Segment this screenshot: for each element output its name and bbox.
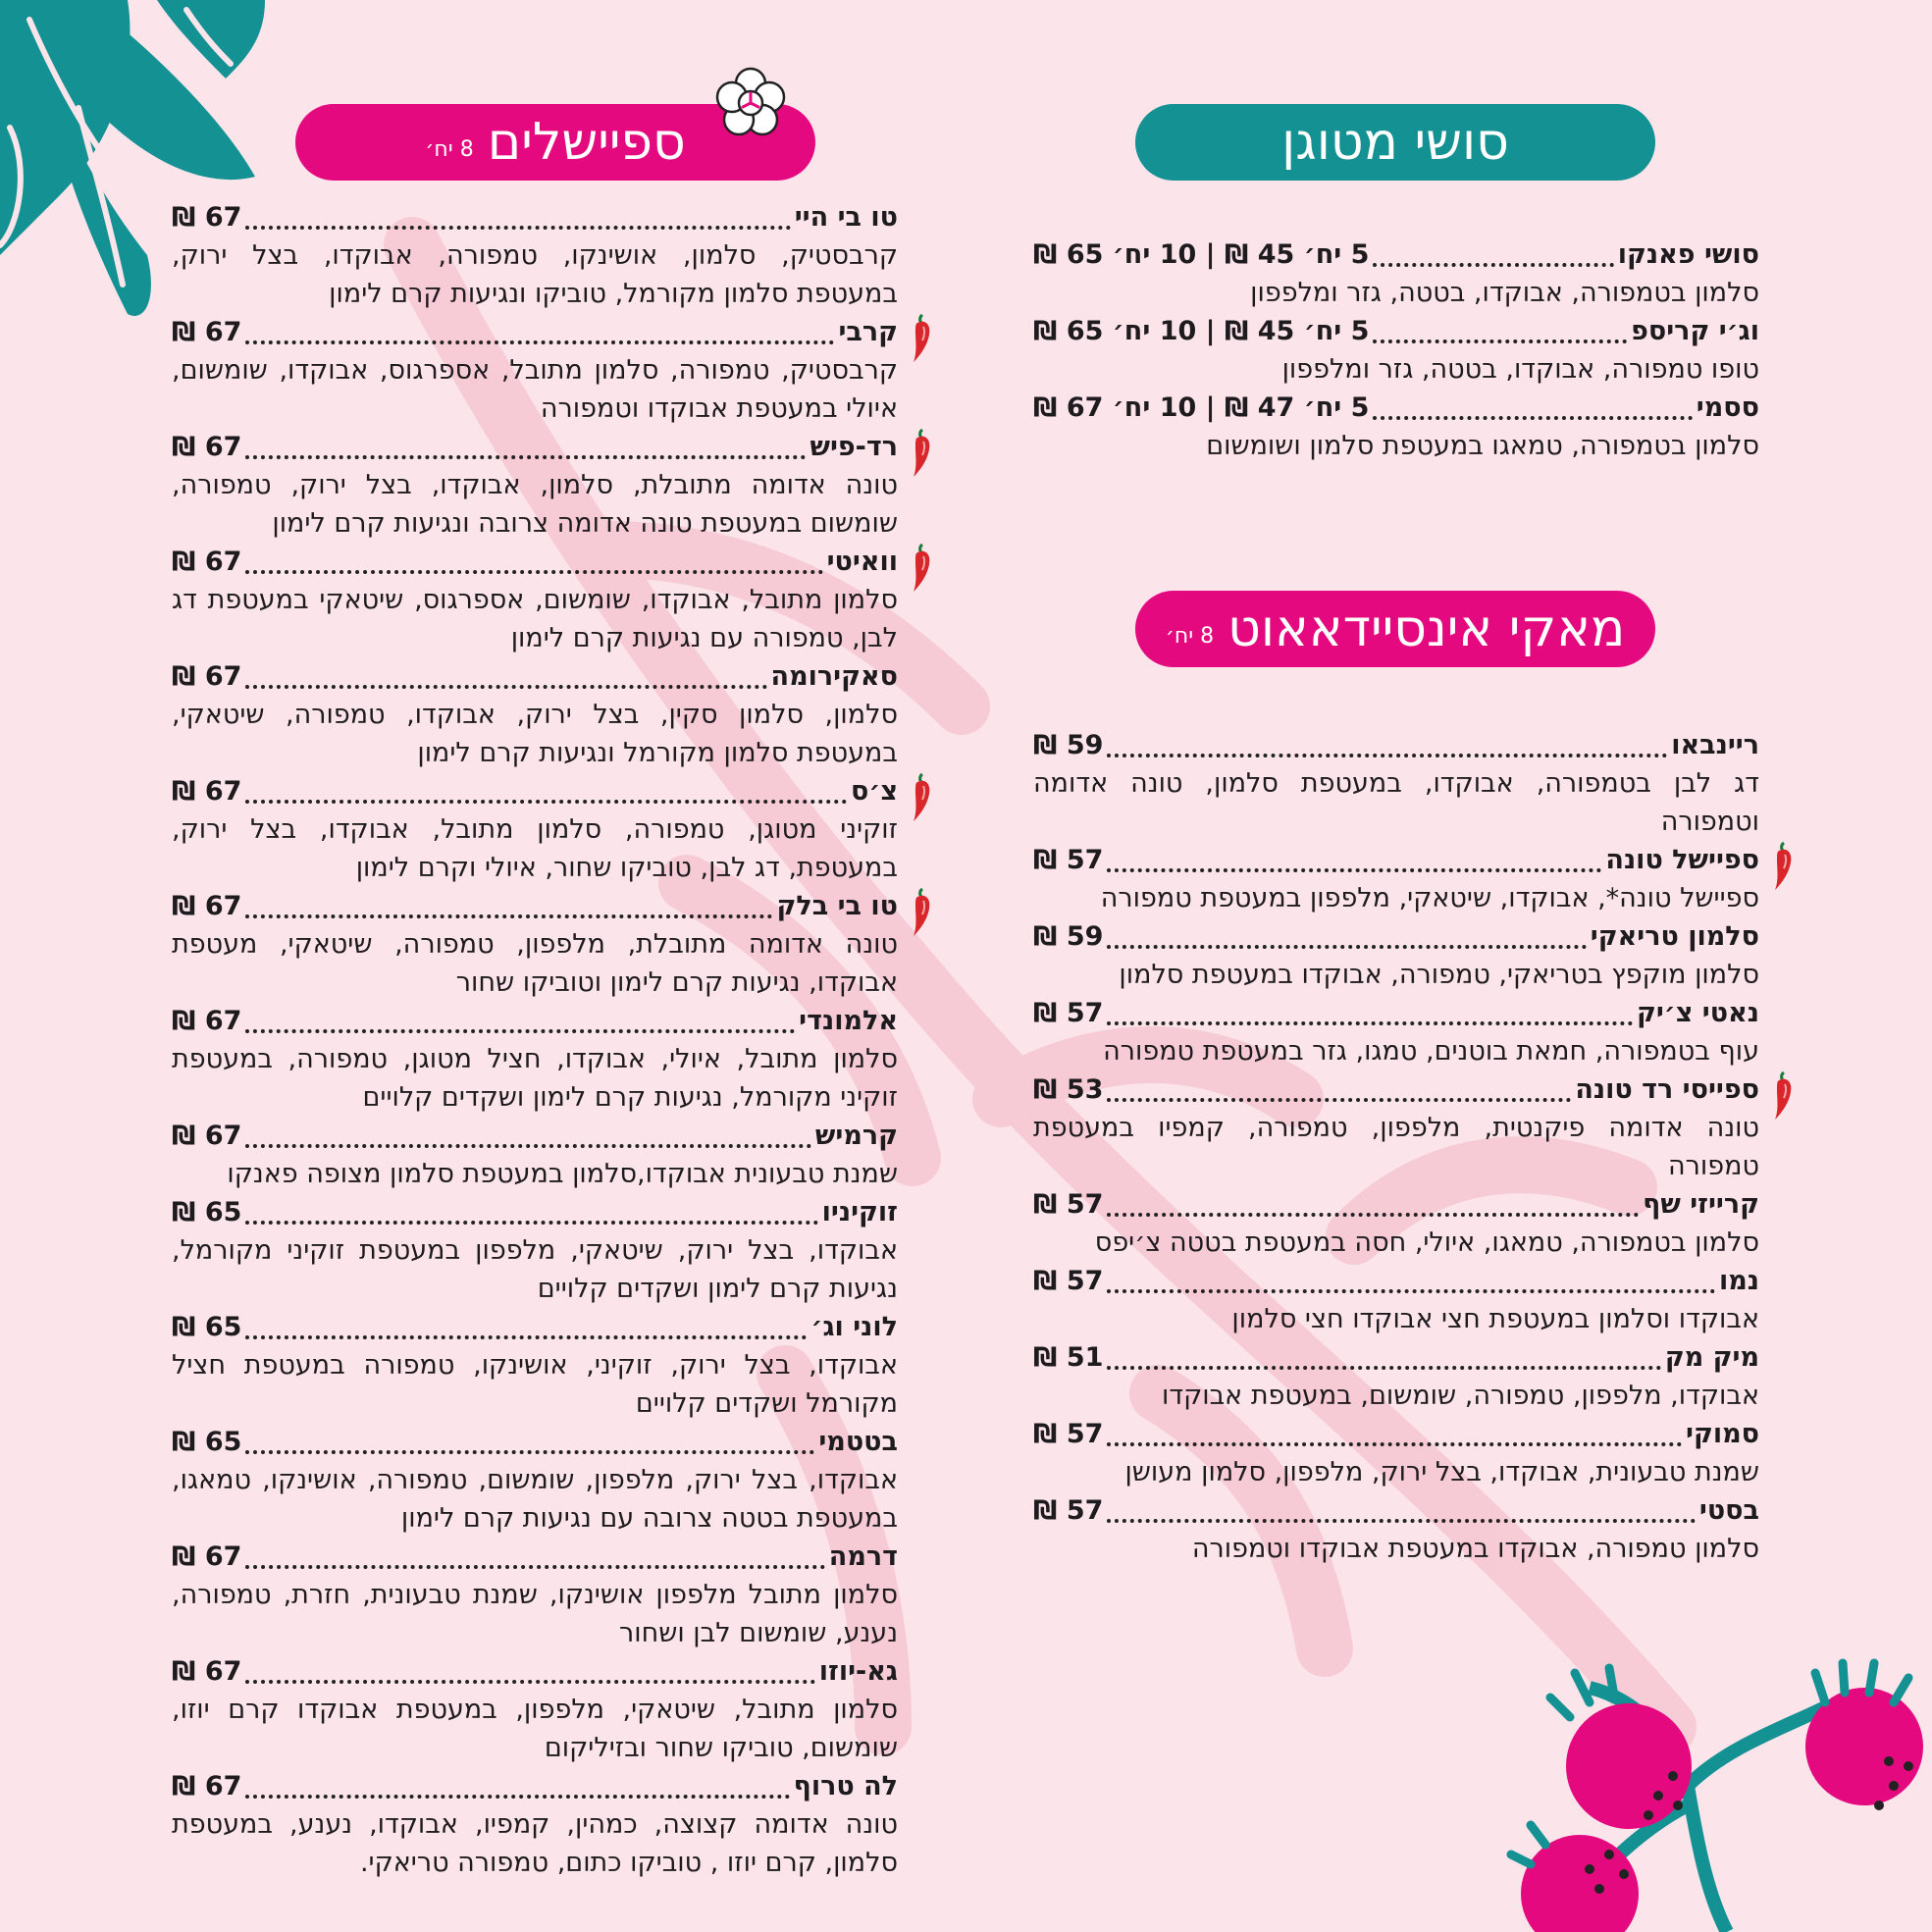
menu-item-row xyxy=(1033,235,1759,274)
menu-item-description: סלמון מתובל, שיטאקי, מלפפון, במעטפת אבוקדו קרם יוזו, שומשום, טוביקו שחור ובזיליקום xyxy=(172,1695,898,1763)
fried-sushi-list xyxy=(1033,235,1759,465)
menu-item-price: 57 ₪ xyxy=(1033,845,1104,875)
menu-item xyxy=(1033,235,1759,312)
menu-item xyxy=(1033,1070,1759,1185)
dotted-leader xyxy=(1107,1519,1695,1523)
menu-item-row xyxy=(172,657,898,696)
menu-item-description: סלמון מתובל, איולי, אבוקדו, חציל מטוגן, טמפורה, במעטפת זוקיני מקורמל, נגיעות קרם לימון ושקדים קלויים xyxy=(172,1044,898,1113)
menu-item-name: קרמיש xyxy=(814,1121,898,1151)
menu-item xyxy=(172,1002,898,1117)
dotted-leader xyxy=(245,685,766,689)
menu-item-description: סלמון מתובל מלפפון אושינקו, שמנת טבעונית, חזרת, טמפורה, נענע, שומשום לבן ושחור xyxy=(172,1580,898,1648)
menu-item xyxy=(1033,1338,1759,1415)
menu-item-name: רד-פיש xyxy=(809,432,898,462)
menu-item xyxy=(1033,841,1759,917)
menu-item xyxy=(172,198,898,313)
menu-item xyxy=(172,1193,898,1308)
menu-item-description: סלמון בטמפורה, טמאגו, איולי, חסה במעטפת בטטה צ׳יפס xyxy=(1094,1227,1759,1258)
menu-item-row xyxy=(1033,312,1759,350)
menu-item-description: ספיישל טונה*, אבוקדו, שיטאקי, מלפפון במעטפת טמפורה xyxy=(1100,883,1759,914)
menu-item-description: אבוקדו, בצל ירוק, מלפפון, שומשום, טמפורה, אושינקו, טמאגו, במעטפת בטטה צרובה עם נגיעות קרם לימון xyxy=(172,1465,898,1534)
dotted-leader xyxy=(245,1450,814,1454)
menu-item-name: וג׳י קריספ xyxy=(1631,316,1759,346)
menu-item-row xyxy=(1033,841,1759,879)
menu-item-row xyxy=(1033,1185,1759,1224)
maki-title: מאקי אינסיידאאוט xyxy=(1227,600,1626,658)
menu-item xyxy=(1033,312,1759,389)
menu-item-name: ססמי xyxy=(1696,392,1759,423)
menu-item-row xyxy=(172,1308,898,1346)
dotted-leader xyxy=(245,1795,789,1799)
menu-item-price: 65 ₪ xyxy=(172,1427,242,1457)
menu-item xyxy=(172,1538,898,1652)
chili-pepper-icon xyxy=(910,770,935,823)
menu-item-row xyxy=(172,1652,898,1691)
menu-item-row xyxy=(1033,389,1759,427)
menu-item-description: סלמון מתובל, אבוקדו, שומשום, אספרגוס, שיטאקי במעטפת דג לבן, טמפורה עם נגיעות קרם לימון xyxy=(172,585,898,653)
menu-item xyxy=(172,772,898,887)
dotted-leader xyxy=(1373,263,1613,267)
menu-item-name: לוני וג׳ xyxy=(810,1312,898,1342)
menu-item-description: שמנת טבעונית אבוקדו,סלמון במעטפת סלמון מצופה פאנקו xyxy=(227,1159,898,1189)
menu-item-name: בטטמי xyxy=(818,1427,898,1457)
specials-list xyxy=(172,198,898,1882)
menu-item-price: 67 ₪ xyxy=(172,1541,242,1572)
menu-item-price: 57 ₪ xyxy=(1033,1419,1104,1449)
menu-item xyxy=(172,1308,898,1423)
dotted-leader xyxy=(1107,1213,1639,1217)
menu-item-row xyxy=(1033,726,1759,764)
menu-item-row xyxy=(1033,1338,1759,1377)
dotted-leader xyxy=(245,1565,824,1569)
menu-item-description: סלמון בטמפורה, אבוקדו, בטטה, גזר ומלפפון xyxy=(1250,278,1759,308)
menu-item-price: 67 ₪ xyxy=(172,891,242,921)
menu-item-price: 67 ₪ xyxy=(172,317,242,347)
menu-item-name: טו בי בלק xyxy=(776,891,898,921)
menu-item-name: צ׳ס xyxy=(851,776,898,807)
menu-item-description: טונה אדומה פיקנטית, מלפפון, טמפורה, קמפיו במעטפת טמפורה xyxy=(1033,1113,1759,1181)
dotted-leader xyxy=(245,1029,795,1033)
menu-item-name: לה טרוף xyxy=(793,1771,898,1801)
menu-item-row xyxy=(1033,1070,1759,1109)
menu-item-name: זוקיניו xyxy=(821,1197,898,1227)
menu-item-price: 57 ₪ xyxy=(1033,1495,1104,1526)
menu-item-price: 57 ₪ xyxy=(1033,1266,1104,1296)
menu-item-description: סלמון, סלמון סקין, בצל ירוק, אבוקדו, טמפורה, שיטאקי, במעטפת סלמון מקורמל ונגיעות קרם לימון xyxy=(172,700,898,768)
menu-item xyxy=(172,1423,898,1538)
maki-banner xyxy=(1135,591,1655,667)
menu-item-name: ריינבאו xyxy=(1671,730,1759,760)
chili-pepper-icon xyxy=(910,426,935,479)
menu-item xyxy=(1033,994,1759,1070)
menu-item-name: ספיישל טונה xyxy=(1605,845,1759,875)
menu-item-row xyxy=(1033,1262,1759,1300)
menu-item-row xyxy=(172,1117,898,1155)
menu-item-price: 67 ₪ xyxy=(172,776,242,807)
menu-item-price: 5 יח׳ 45 ₪ | 10 יח׳ 65 ₪ xyxy=(1033,316,1370,346)
menu-item-price: 67 ₪ xyxy=(172,432,242,462)
dotted-leader xyxy=(245,455,806,459)
menu-item-row xyxy=(172,313,898,351)
menu-item xyxy=(172,887,898,1002)
menu-item-price: 67 ₪ xyxy=(172,1006,242,1036)
menu-item xyxy=(1033,726,1759,841)
menu-item-description: אבוקדו, בצל ירוק, שיטאקי, מלפפון במעטפת זוקיני מקורמל, נגיעות קרם לימון ושקדים קלויים xyxy=(172,1235,898,1304)
dotted-leader xyxy=(1107,868,1601,872)
menu-item-price: 65 ₪ xyxy=(172,1197,242,1227)
dotted-leader xyxy=(245,914,772,918)
menu-item-description: דג לבן בטמפורה, אבוקדו, במעטפת סלמון, טונה אדומה וטמפורה xyxy=(1033,768,1759,837)
menu-item xyxy=(1033,917,1759,994)
menu-item xyxy=(172,1117,898,1193)
menu-item-price: 57 ₪ xyxy=(1033,998,1104,1028)
menu-item-price: 59 ₪ xyxy=(1033,730,1104,760)
menu-item xyxy=(1033,389,1759,465)
dotted-leader xyxy=(1107,1442,1682,1446)
dotted-leader xyxy=(245,1221,817,1225)
dotted-leader xyxy=(245,1144,810,1148)
menu-item-description: טונה אדומה קצוצה, כמהין, קמפיו, אבוקדו, נענע, במעטפת סלמון, קרם יוזו , טוביקו כתום, טמפורה טריאקי. xyxy=(172,1809,898,1878)
specials-title: ספיישלים xyxy=(487,113,686,172)
menu-item-row xyxy=(1033,1491,1759,1530)
menu-item-name: סמוקי xyxy=(1686,1419,1759,1449)
menu-item-price: 5 יח׳ 45 ₪ | 10 יח׳ 65 ₪ xyxy=(1033,239,1370,270)
chili-pepper-icon xyxy=(910,541,935,594)
menu-item-description: טונה אדומה מתובלת, מלפפון, טמפורה, שיטאקי, מעטפת אבוקדו, נגיעות קרם לימון וטוביקו שחור xyxy=(172,929,898,998)
dotted-leader xyxy=(1107,754,1667,757)
dotted-leader xyxy=(245,226,790,230)
menu-item-price: 53 ₪ xyxy=(1033,1074,1104,1105)
menu-item-description: אבוקדו וסלמון במעטפת חצי אבוקדו חצי סלמון xyxy=(1231,1304,1759,1334)
menu-item-description: סלמון מוקפץ בטריאקי, טמפורה, אבוקדו במעטפת סלמון xyxy=(1119,960,1759,990)
menu-item-row xyxy=(172,1193,898,1231)
menu-item-name: סושי פאנקו xyxy=(1617,239,1759,270)
menu-item-row xyxy=(172,198,898,236)
dotted-leader xyxy=(245,1335,807,1339)
chili-pepper-icon xyxy=(910,311,935,364)
fried-sushi-title: סושי מטוגן xyxy=(1281,113,1509,172)
menu-item-price: 57 ₪ xyxy=(1033,1189,1104,1220)
menu-item-description: זוקיני מטוגן, טמפורה, סלמון מתובל, אבוקדו, בצל ירוק, במעטפת, דג לבן, טוביקו שחור, איולי וקרם לימון xyxy=(172,814,898,883)
menu-item-name: נמו xyxy=(1718,1266,1759,1296)
menu-item-row xyxy=(1033,917,1759,956)
menu-item-price: 67 ₪ xyxy=(172,1656,242,1687)
dotted-leader xyxy=(245,800,847,804)
menu-item-name: קרבי xyxy=(838,317,898,347)
menu-item-row xyxy=(1033,994,1759,1032)
menu-item xyxy=(172,428,898,543)
menu-item xyxy=(172,543,898,657)
menu-item-name: מיק מק xyxy=(1664,1342,1759,1373)
menu-item-description: עוף בטמפורה, חמאת בוטנים, טמגו, גזר במעטפת טמפורה xyxy=(1103,1036,1759,1067)
dotted-leader xyxy=(245,1680,814,1684)
menu-item xyxy=(1033,1262,1759,1338)
menu-item-price: 59 ₪ xyxy=(1033,921,1104,952)
menu-item-description: אבוקדו, בצל ירוק, זוקיני, אושינקו, טמפורה במעטפת חציל מקורמל ושקדים קלויים xyxy=(172,1350,898,1419)
fried-sushi-banner xyxy=(1135,104,1655,181)
menu-item-row xyxy=(172,1538,898,1576)
menu-item xyxy=(172,657,898,772)
chili-pepper-icon xyxy=(1771,839,1797,892)
menu-item-row xyxy=(172,428,898,466)
menu-item-price: 67 ₪ xyxy=(172,661,242,692)
berries-decoration xyxy=(1511,1663,1923,1932)
menu-item-name: סאקירומה xyxy=(770,661,898,692)
menu-item-name: אלמונדי xyxy=(799,1006,898,1036)
menu-item-name: גא-יוזו xyxy=(818,1656,898,1687)
maki-quantity: 8 יח׳ xyxy=(1165,623,1215,649)
specials-quantity: 8 יח׳ xyxy=(425,136,474,162)
menu-item-description: שמנת טבעונית, אבוקדו, בצל ירוק, מלפפון, סלמון מעושן xyxy=(1124,1457,1759,1488)
menu-item xyxy=(1033,1185,1759,1262)
menu-item-row xyxy=(172,1423,898,1461)
menu-item-description: קרבסטיק, טמפורה, סלמון מתובל, אספרגוס, אבוקדו, שומשום, איולי במעטפת אבוקדו וטמפורה xyxy=(172,355,898,424)
menu-item-price: 65 ₪ xyxy=(172,1312,242,1342)
dotted-leader xyxy=(245,570,822,574)
dotted-leader xyxy=(1107,945,1586,949)
menu-item-description: טונה אדומה מתובלת, סלמון, אבוקדו, בצל ירוק, טמפורה, שומשום במעטפת טונה אדומה צרובה ונגיעות קרם לימון xyxy=(172,470,898,539)
menu-item-row xyxy=(172,543,898,581)
flower-icon xyxy=(711,64,790,142)
menu-item-name: בסטי xyxy=(1698,1495,1759,1526)
menu-item-description: סלמון בטמפורה, טמאגו במעטפת סלמון ושומשום xyxy=(1206,431,1759,461)
menu-item-description: סלמון טמפורה, אבוקדו במעטפת אבוקדו וטמפורה xyxy=(1191,1534,1759,1564)
menu-item-description: קרבסטיק, סלמון, אושינקו, טמפורה, אבוקדו, בצל ירוק, במעטפת סלמון מקורמל, טוביקו ונגיעות קרם לימון xyxy=(172,240,898,309)
dotted-leader xyxy=(1373,416,1692,420)
chili-pepper-icon xyxy=(910,885,935,938)
dotted-leader xyxy=(1107,1289,1715,1293)
menu-item-row xyxy=(172,1002,898,1040)
dotted-leader xyxy=(245,340,834,344)
menu-item xyxy=(172,1767,898,1882)
menu-item xyxy=(1033,1491,1759,1568)
menu-item-price: 67 ₪ xyxy=(172,202,242,233)
menu-item-price: 67 ₪ xyxy=(172,547,242,577)
menu-item-row xyxy=(1033,1415,1759,1453)
dotted-leader xyxy=(1107,1098,1571,1102)
maki-list xyxy=(1033,726,1759,1568)
menu-item-row xyxy=(172,1767,898,1805)
menu-item-row xyxy=(172,887,898,925)
dotted-leader xyxy=(1107,1021,1633,1025)
dotted-leader xyxy=(1373,339,1627,343)
menu-item-name: ספייסי רד טונה xyxy=(1575,1074,1759,1105)
menu-item-description: טופו טמפורה, אבוקדו, בטטה, גזר ומלפפון xyxy=(1281,354,1759,385)
menu-item xyxy=(172,313,898,428)
menu-item-name: דרמה xyxy=(828,1541,898,1572)
menu-item-price: 67 ₪ xyxy=(172,1771,242,1801)
dotted-leader xyxy=(1107,1366,1660,1370)
menu-item-name: וואיטי xyxy=(826,547,898,577)
menu-item xyxy=(172,1652,898,1767)
chili-pepper-icon xyxy=(1771,1069,1797,1122)
menu-item-name: נאטי צ׳יק xyxy=(1636,998,1759,1028)
menu-item-description: אבוקדו, מלפפון, טמפורה, שומשום, במעטפת אבוקדו xyxy=(1161,1381,1759,1411)
menu-item-price: 51 ₪ xyxy=(1033,1342,1104,1373)
menu-item-price: 67 ₪ xyxy=(172,1121,242,1151)
menu-item-name: טו בי היי xyxy=(794,202,898,233)
menu-item-price: 5 יח׳ 47 ₪ | 10 יח׳ 67 ₪ xyxy=(1033,392,1370,423)
menu-item xyxy=(1033,1415,1759,1491)
menu-item-row xyxy=(172,772,898,810)
menu-item-name: סלמון טריאקי xyxy=(1590,921,1759,952)
menu-item-name: קרייזי שף xyxy=(1643,1189,1759,1220)
